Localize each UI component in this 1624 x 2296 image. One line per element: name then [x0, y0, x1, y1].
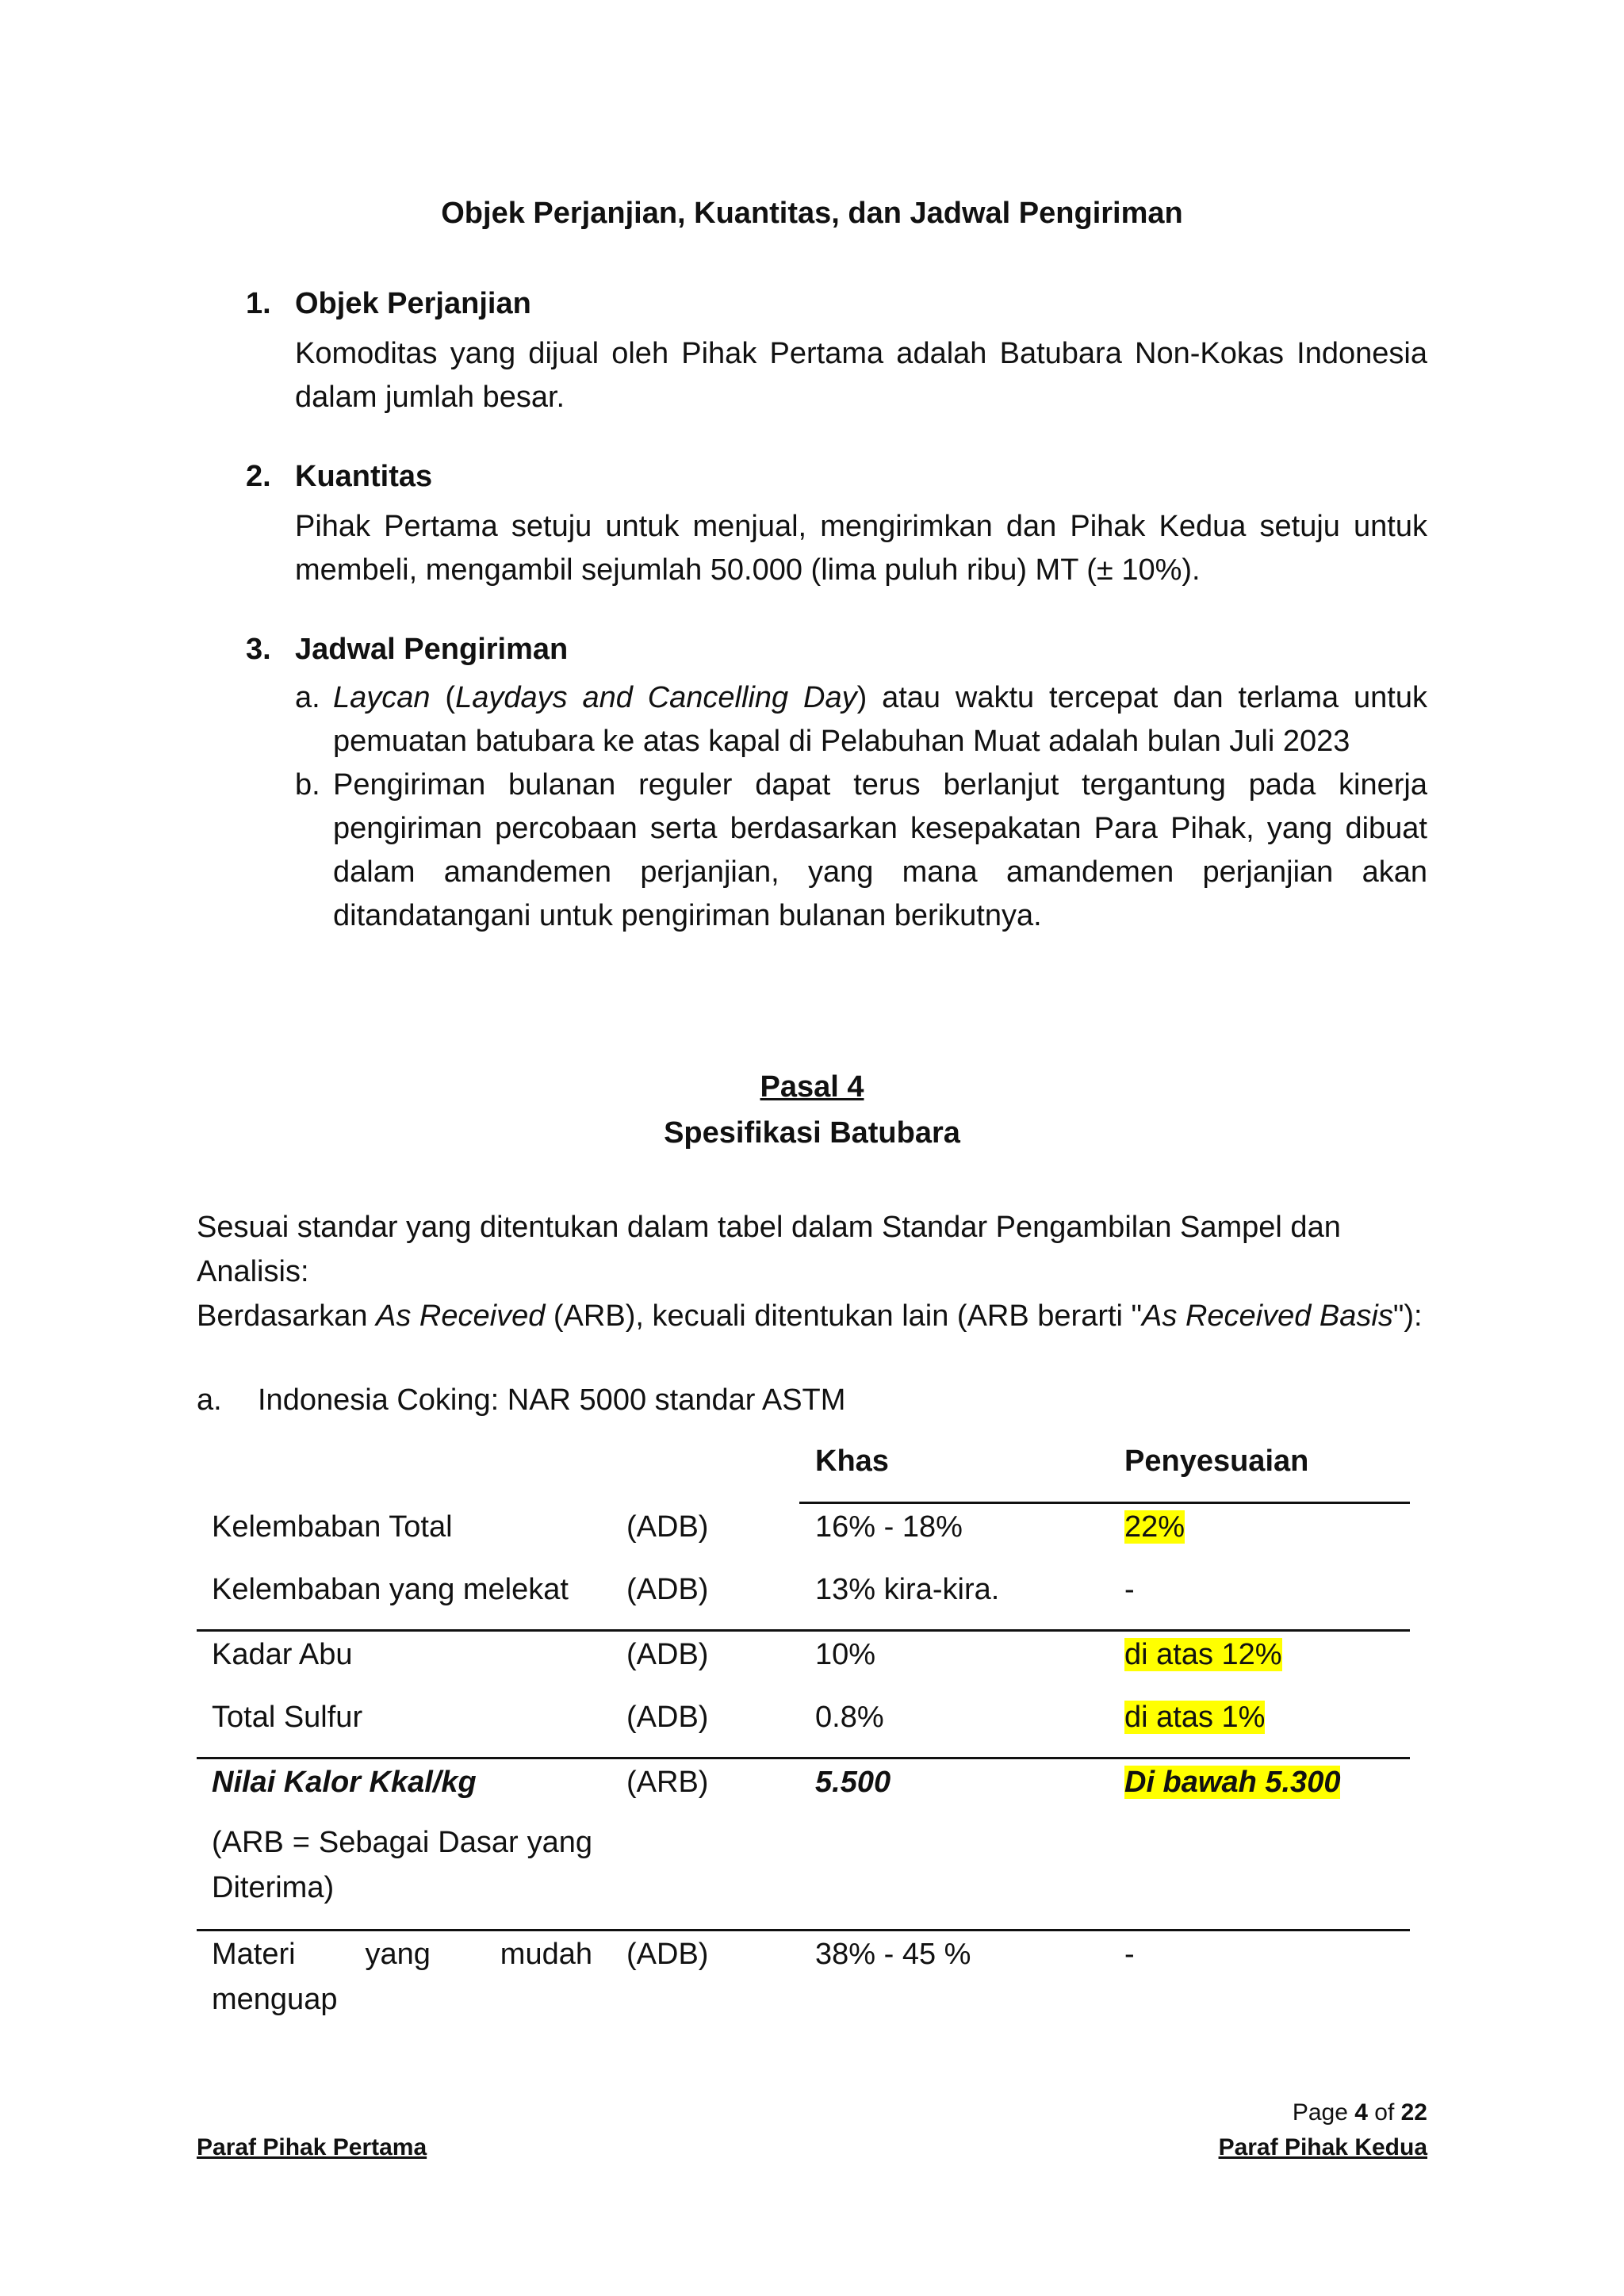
row-inherent-moisture-adj: - [1124, 1573, 1135, 1606]
article-title: Spesifikasi Batubara [664, 1116, 960, 1150]
row-inherent-moisture-basis: (ADB) [626, 1573, 709, 1606]
laycan-term: Laycan [333, 681, 431, 714]
term-open: ( [430, 681, 456, 714]
header-khas: Khas [815, 1445, 889, 1478]
row-total-moisture-basis: (ADB) [626, 1510, 709, 1544]
row-volatile-basis: (ADB) [626, 1938, 709, 1971]
page-number [1293, 2099, 1427, 2126]
spec-letter: a. [197, 1383, 222, 1417]
laycan-expansion: Laydays and Cancelling Day [455, 681, 857, 714]
row-calorific-basis: (ARB) [626, 1766, 709, 1799]
row-ash-basis: (ADB) [626, 1638, 709, 1671]
page-prefix: Page [1292, 2099, 1355, 2126]
intro-text-c: (ARB), kecuali ditentukan lain (ARB berarti " [545, 1299, 1143, 1333]
subitem-a-rest: ) atau waktu tercepat dan terlama untuk pemuatan batubara ke atas kapal di Pelabuhan Muat adalah bulan Juli 2023 [333, 681, 1427, 758]
intro-text-a: Berdasarkan [197, 1299, 377, 1333]
page-current: 4 [1354, 2099, 1368, 2126]
item-2-number: 2. [246, 460, 271, 493]
row-calorific-param: Nilai Kalor Kkal/kg [212, 1766, 477, 1799]
page-of: of [1367, 2099, 1401, 2126]
rule-3 [197, 1929, 1410, 1931]
subitem-b [295, 763, 1427, 938]
row-sulfur-adj [1124, 1695, 1265, 1740]
row-calorific-note: (ARB = Sebagai Dasar yang Diterima) [212, 1826, 592, 1904]
row-inherent-moisture-param: Kelembaban yang melekat [212, 1573, 569, 1606]
item-1-text: Komoditas yang dijual oleh Pihak Pertama adalah Batubara Non-Kokas Indonesia dalam jumlah besar. [295, 337, 1427, 414]
row-ash-param: Kadar Abu [212, 1638, 353, 1671]
header-rule [799, 1502, 1410, 1504]
item-3-title: Jadwal Pengiriman [295, 633, 569, 666]
highlight-total-moisture: 22% [1124, 1510, 1185, 1544]
row-volatile-adj: - [1124, 1938, 1135, 1971]
spec-label: Indonesia Coking: NAR 5000 standar ASTM [258, 1383, 846, 1417]
rule-1 [197, 1629, 1410, 1632]
subitem-a-text [333, 676, 1427, 763]
row-sulfur-param: Total Sulfur [212, 1701, 363, 1734]
row-sulfur-basis: (ADB) [626, 1701, 709, 1734]
intro-text-e: "): [1392, 1299, 1423, 1333]
item-3-number: 3. [246, 633, 271, 666]
section-title: Objek Perjanjian, Kuantitas, dan Jadwal Pengiriman [441, 197, 1183, 230]
subitem-a-letter: a. [295, 681, 320, 714]
row-volatile-khas: 38% - 45 % [815, 1938, 971, 1971]
article-number: Pasal 4 [760, 1070, 864, 1104]
highlight-sulfur: di atas 1% [1124, 1701, 1266, 1734]
highlight-calorific: Di bawah 5.300 [1124, 1766, 1341, 1799]
intro-as-received: As Received [376, 1299, 546, 1333]
row-sulfur-khas: 0.8% [815, 1701, 884, 1734]
intro-paragraph [197, 1205, 1434, 1338]
row-ash-khas: 10% [815, 1638, 876, 1671]
page-total: 22 [1400, 2099, 1427, 2126]
row-total-moisture-param: Kelembaban Total [212, 1510, 453, 1544]
row-ash-adj [1124, 1632, 1282, 1678]
row-volatile-param: Materi yang mudah menguap [212, 1938, 592, 2016]
subitem-b-letter: b. [295, 768, 320, 802]
intro-line-1: Sesuai standar yang ditentukan dalam tabel dalam Standar Pengambilan Sampel dan Analisis: [197, 1211, 1341, 1288]
row-total-moisture-adj [1124, 1505, 1185, 1550]
footer-initial-second-party: Paraf Pihak Kedua [1218, 2134, 1427, 2160]
row-calorific-khas: 5.500 [815, 1766, 891, 1799]
row-inherent-moisture-khas: 13% kira-kira. [815, 1573, 1000, 1606]
intro-as-received-basis: As Received Basis [1142, 1299, 1393, 1333]
rule-2 [197, 1757, 1410, 1759]
highlight-ash: di atas 12% [1124, 1638, 1282, 1671]
intro-line-2 [197, 1294, 1434, 1338]
subitem-a [295, 676, 1427, 763]
item-1-number: 1. [246, 287, 271, 320]
header-penyesuaian: Penyesuaian [1124, 1445, 1309, 1478]
item-1-title: Objek Perjanjian [295, 287, 531, 320]
item-2-title: Kuantitas [295, 460, 433, 493]
subitem-b-text: Pengiriman bulanan reguler dapat terus berlanjut tergantung pada kinerja pengiriman percobaan serta berdasarkan kesepakatan Para Pihak, yang dibuat dalam amandemen perjanjian, yang mana amandemen perjanjian akan ditandatangani untuk pengiriman bulanan berikutnya. [333, 768, 1427, 932]
row-calorific-adj [1124, 1760, 1340, 1805]
footer-initial-first-party: Paraf Pihak Pertama [197, 2134, 427, 2160]
item-2-text: Pihak Pertama setuju untuk menjual, mengirimkan dan Pihak Kedua setuju untuk membeli, mengambil sejumlah 50.000 (lima puluh ribu) MT (± 10%). [295, 510, 1427, 587]
row-total-moisture-khas: 16% - 18% [815, 1510, 963, 1544]
